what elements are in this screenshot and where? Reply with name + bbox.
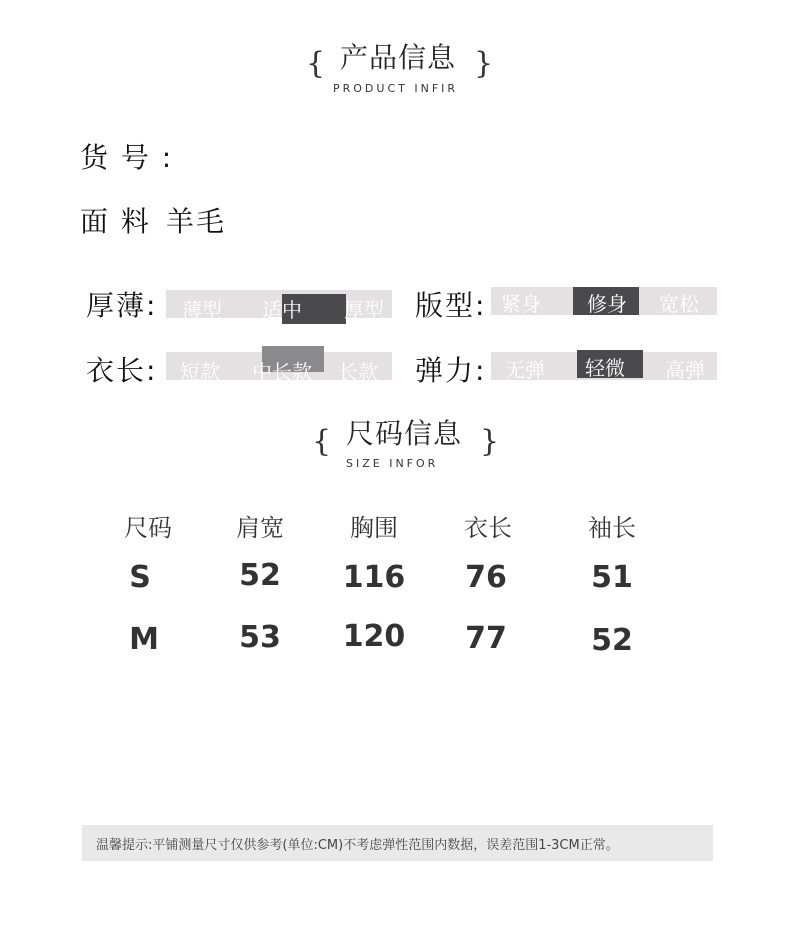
length-option-medium-long[interactable]: 中长款 <box>252 360 312 384</box>
fit-label: 版型: <box>415 289 487 322</box>
elasticity-option-slight[interactable]: 轻微 <box>585 356 625 380</box>
elasticity-option-none[interactable]: 无弹 <box>505 358 545 382</box>
thickness-label: 厚薄: <box>86 289 158 322</box>
fabric-label: 面 料 <box>80 205 151 238</box>
fit-option-slim[interactable]: 修身 <box>587 292 627 316</box>
fabric-value: 羊毛 <box>166 205 227 238</box>
table-header-shoulder: 肩宽 <box>236 514 284 542</box>
thickness-option-thin[interactable]: 薄型 <box>182 298 222 322</box>
size-info-subtitle: SIZE INFOR <box>346 457 439 470</box>
left-brace: { <box>312 424 332 459</box>
length-option-short[interactable]: 短款 <box>180 360 220 384</box>
table-header-sleeve: 袖长 <box>588 514 636 542</box>
table-cell: S <box>129 560 151 595</box>
table-header-size: 尺码 <box>124 514 172 542</box>
table-cell: 51 <box>591 560 633 595</box>
measurement-note-box <box>82 825 713 861</box>
table-cell: 77 <box>465 621 507 656</box>
right-brace: } <box>474 46 494 81</box>
thickness-option-thick[interactable]: 厚型 <box>344 298 384 322</box>
table-cell: 116 <box>342 560 406 595</box>
elasticity-label: 弹力: <box>415 354 487 387</box>
table-header-length: 衣长 <box>464 514 512 542</box>
table-cell: 52 <box>591 623 633 658</box>
product-info-subtitle: PRODUCT INFIR <box>333 82 459 95</box>
fit-options <box>491 287 717 315</box>
elasticity-option-high[interactable]: 高弹 <box>665 358 705 382</box>
item-number-label: 货 号 : <box>80 141 174 174</box>
table-header-chest: 胸围 <box>350 514 398 542</box>
table-cell: 76 <box>465 560 507 595</box>
right-brace: } <box>480 424 500 459</box>
left-brace: { <box>306 46 326 81</box>
fit-option-loose[interactable]: 宽松 <box>659 292 699 316</box>
table-cell: M <box>129 622 159 657</box>
product-info-title: 产品信息 <box>340 41 457 74</box>
table-cell: 52 <box>239 558 281 593</box>
size-info-title: 尺码信息 <box>346 417 463 450</box>
length-label: 衣长: <box>86 354 158 387</box>
table-cell: 53 <box>239 620 281 655</box>
length-options <box>166 352 392 384</box>
thickness-option-medium[interactable]: 适中 <box>262 298 302 322</box>
fit-option-tight[interactable]: 紧身 <box>501 292 541 316</box>
elasticity-options <box>491 352 717 380</box>
table-cell: 120 <box>342 619 406 654</box>
measurement-note: 温馨提示:平铺测量尺寸仅供参考(单位:CM)不考虑弹性范围内数据，误差范围1-3CM正常。 <box>96 838 619 853</box>
length-option-long[interactable]: 长款 <box>338 360 378 384</box>
thickness-options <box>166 290 392 322</box>
